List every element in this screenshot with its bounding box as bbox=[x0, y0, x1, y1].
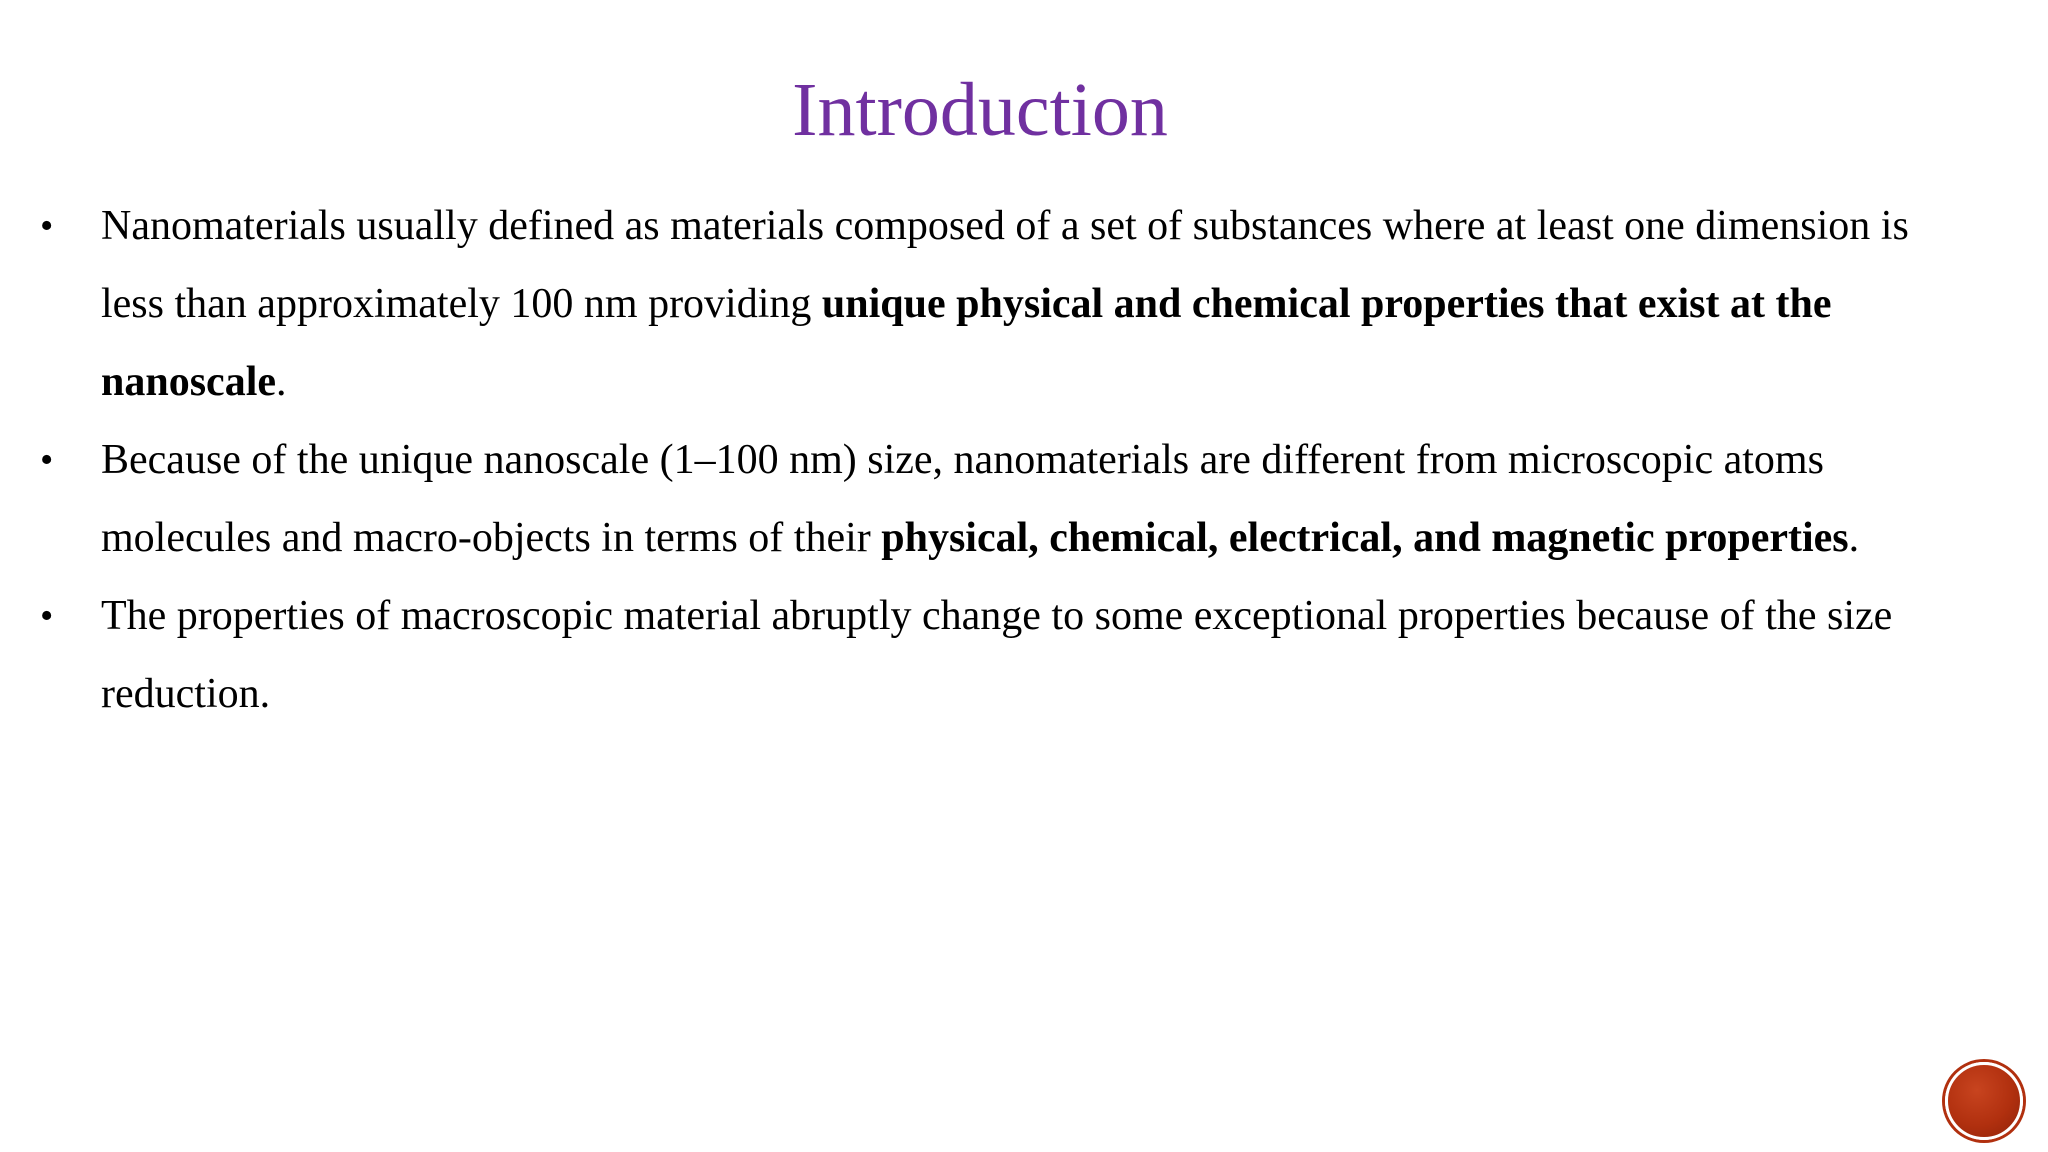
bullet-item bbox=[36, 577, 1966, 733]
bullet-text: . bbox=[276, 359, 287, 405]
bullet-marker: • bbox=[40, 205, 54, 247]
bullet-list bbox=[36, 187, 1966, 733]
bullet-item bbox=[36, 421, 1966, 577]
bullet-text-bold: unique physical and chemical properties that exist at the nanoscale bbox=[101, 281, 1832, 405]
bullet-text: The properties of macroscopic material abruptly change to some exceptional properties because of the size reduction. bbox=[101, 593, 1893, 717]
red-circle-button-icon[interactable] bbox=[1945, 1062, 2023, 1140]
bullet-text: Nanomaterials usually defined as materials composed of a set of substances where at least one dimension is less than approximately 100 nm providing bbox=[101, 203, 1909, 327]
slide-title: Introduction bbox=[792, 68, 1168, 152]
bullet-item bbox=[36, 187, 1966, 421]
bullet-marker: • bbox=[40, 595, 54, 637]
bullet-text: . bbox=[1848, 515, 1860, 561]
bullet-marker: • bbox=[40, 439, 54, 481]
bullet-text-bold: physical, chemical, electrical, and magnetic properties bbox=[881, 515, 1849, 561]
bullet-text: Because of the unique nanoscale (1–100 nm) size, nanomaterials are different from microscopic atoms molecules and macro-objects in terms of their bbox=[101, 437, 1824, 561]
